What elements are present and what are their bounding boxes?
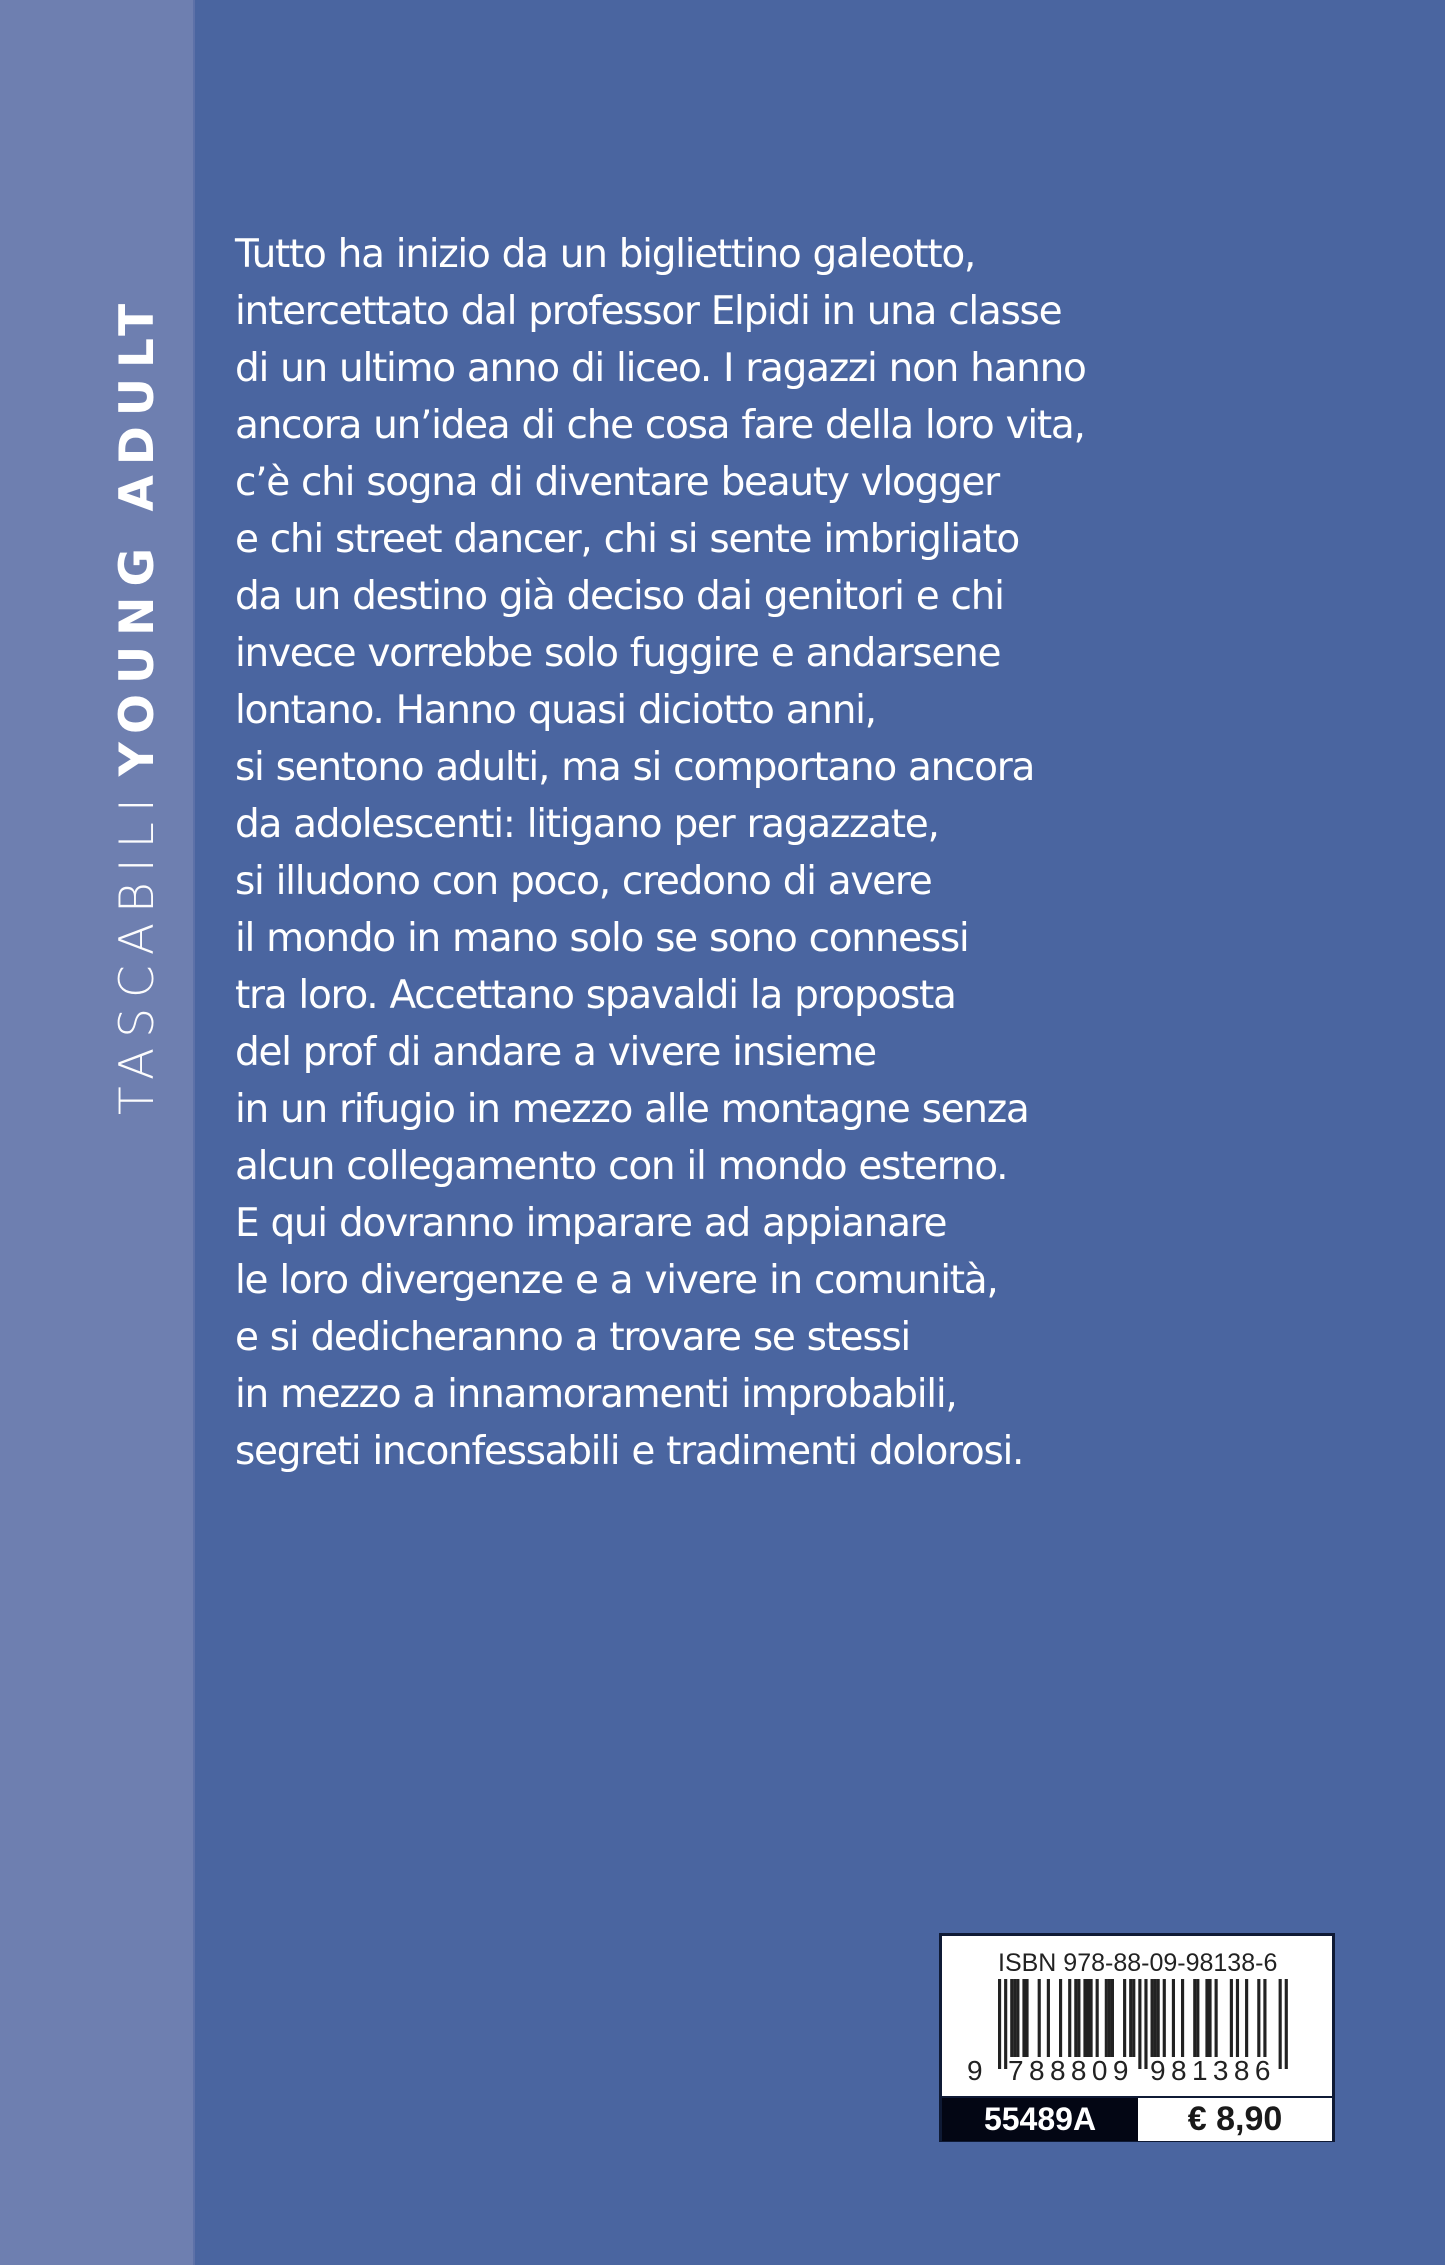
blurb-line: del prof di andare a vivere insieme	[235, 1030, 876, 1075]
blurb-line: segreti inconfessabili e tradimenti dolorosi.	[235, 1429, 1024, 1474]
ean-right-group: 981386	[1150, 2055, 1276, 2086]
blurb-line: intercettato dal professor Elpidi in una classe	[235, 289, 1062, 334]
blurb-line: si illudono con poco, credono di avere	[235, 859, 932, 904]
blurb-line: E qui dovranno imparare ad appianare	[235, 1201, 947, 1246]
blurb-line: di un ultimo anno di liceo. I ragazzi non hanno	[235, 346, 1086, 391]
blurb-line: le loro divergenze e a vivere in comunità,	[235, 1258, 998, 1303]
ean-left-group: 788809	[1008, 2055, 1134, 2086]
blurb-line: e si dedicheranno a trovare se stessi	[235, 1315, 910, 1360]
series-label	[110, 293, 165, 1115]
series-category: YOUNG ADULT	[110, 293, 165, 777]
blurb-line: si sentono adulti, ma si comportano ancora	[235, 745, 1035, 790]
blurb-line: da adolescenti: litigano per ragazzate,	[235, 802, 939, 847]
blurb-line: alcun collegamento con il mondo esterno.	[235, 1144, 1008, 1189]
blurb-line: c’è chi sogna di diventare beauty vlogger	[235, 460, 999, 505]
blurb-line: Tutto ha inizio da un bigliettino galeotto,	[235, 232, 976, 277]
book-spine-strip	[0, 0, 195, 2265]
blurb-line: il mondo in mano solo se sono connessi	[235, 916, 969, 961]
blurb-line: lontano. Hanno quasi diciotto anni,	[235, 688, 876, 733]
barcode-label	[939, 1933, 1335, 2142]
blurb-line: da un destino già deciso dai genitori e chi	[235, 574, 1004, 619]
blurb-line: in un rifugio in mezzo alle montagne senza	[235, 1087, 1029, 1132]
price: € 8,90	[1138, 2098, 1332, 2141]
blurb-line: ancora un’idea di che cosa fare della loro vita,	[235, 403, 1085, 448]
series-name: TASCABILI	[110, 788, 165, 1115]
ean-first-digit: 9	[967, 2055, 988, 2086]
back-cover-blurb	[235, 226, 1086, 1480]
isbn-number: ISBN 978-88-09-98138-6	[998, 1949, 1278, 1977]
blurb-line: invece vorrebbe solo fuggire e andarsene	[235, 631, 1001, 676]
blurb-line: in mezzo a innamoramenti improbabili,	[235, 1372, 957, 1417]
blurb-line: e chi street dancer, chi si sente imbrigliato	[235, 517, 1019, 562]
product-code: 55489A	[942, 2098, 1138, 2141]
label-bottom-row	[942, 2096, 1332, 2141]
blurb-line: tra loro. Accettano spavaldi la proposta	[235, 973, 956, 1018]
